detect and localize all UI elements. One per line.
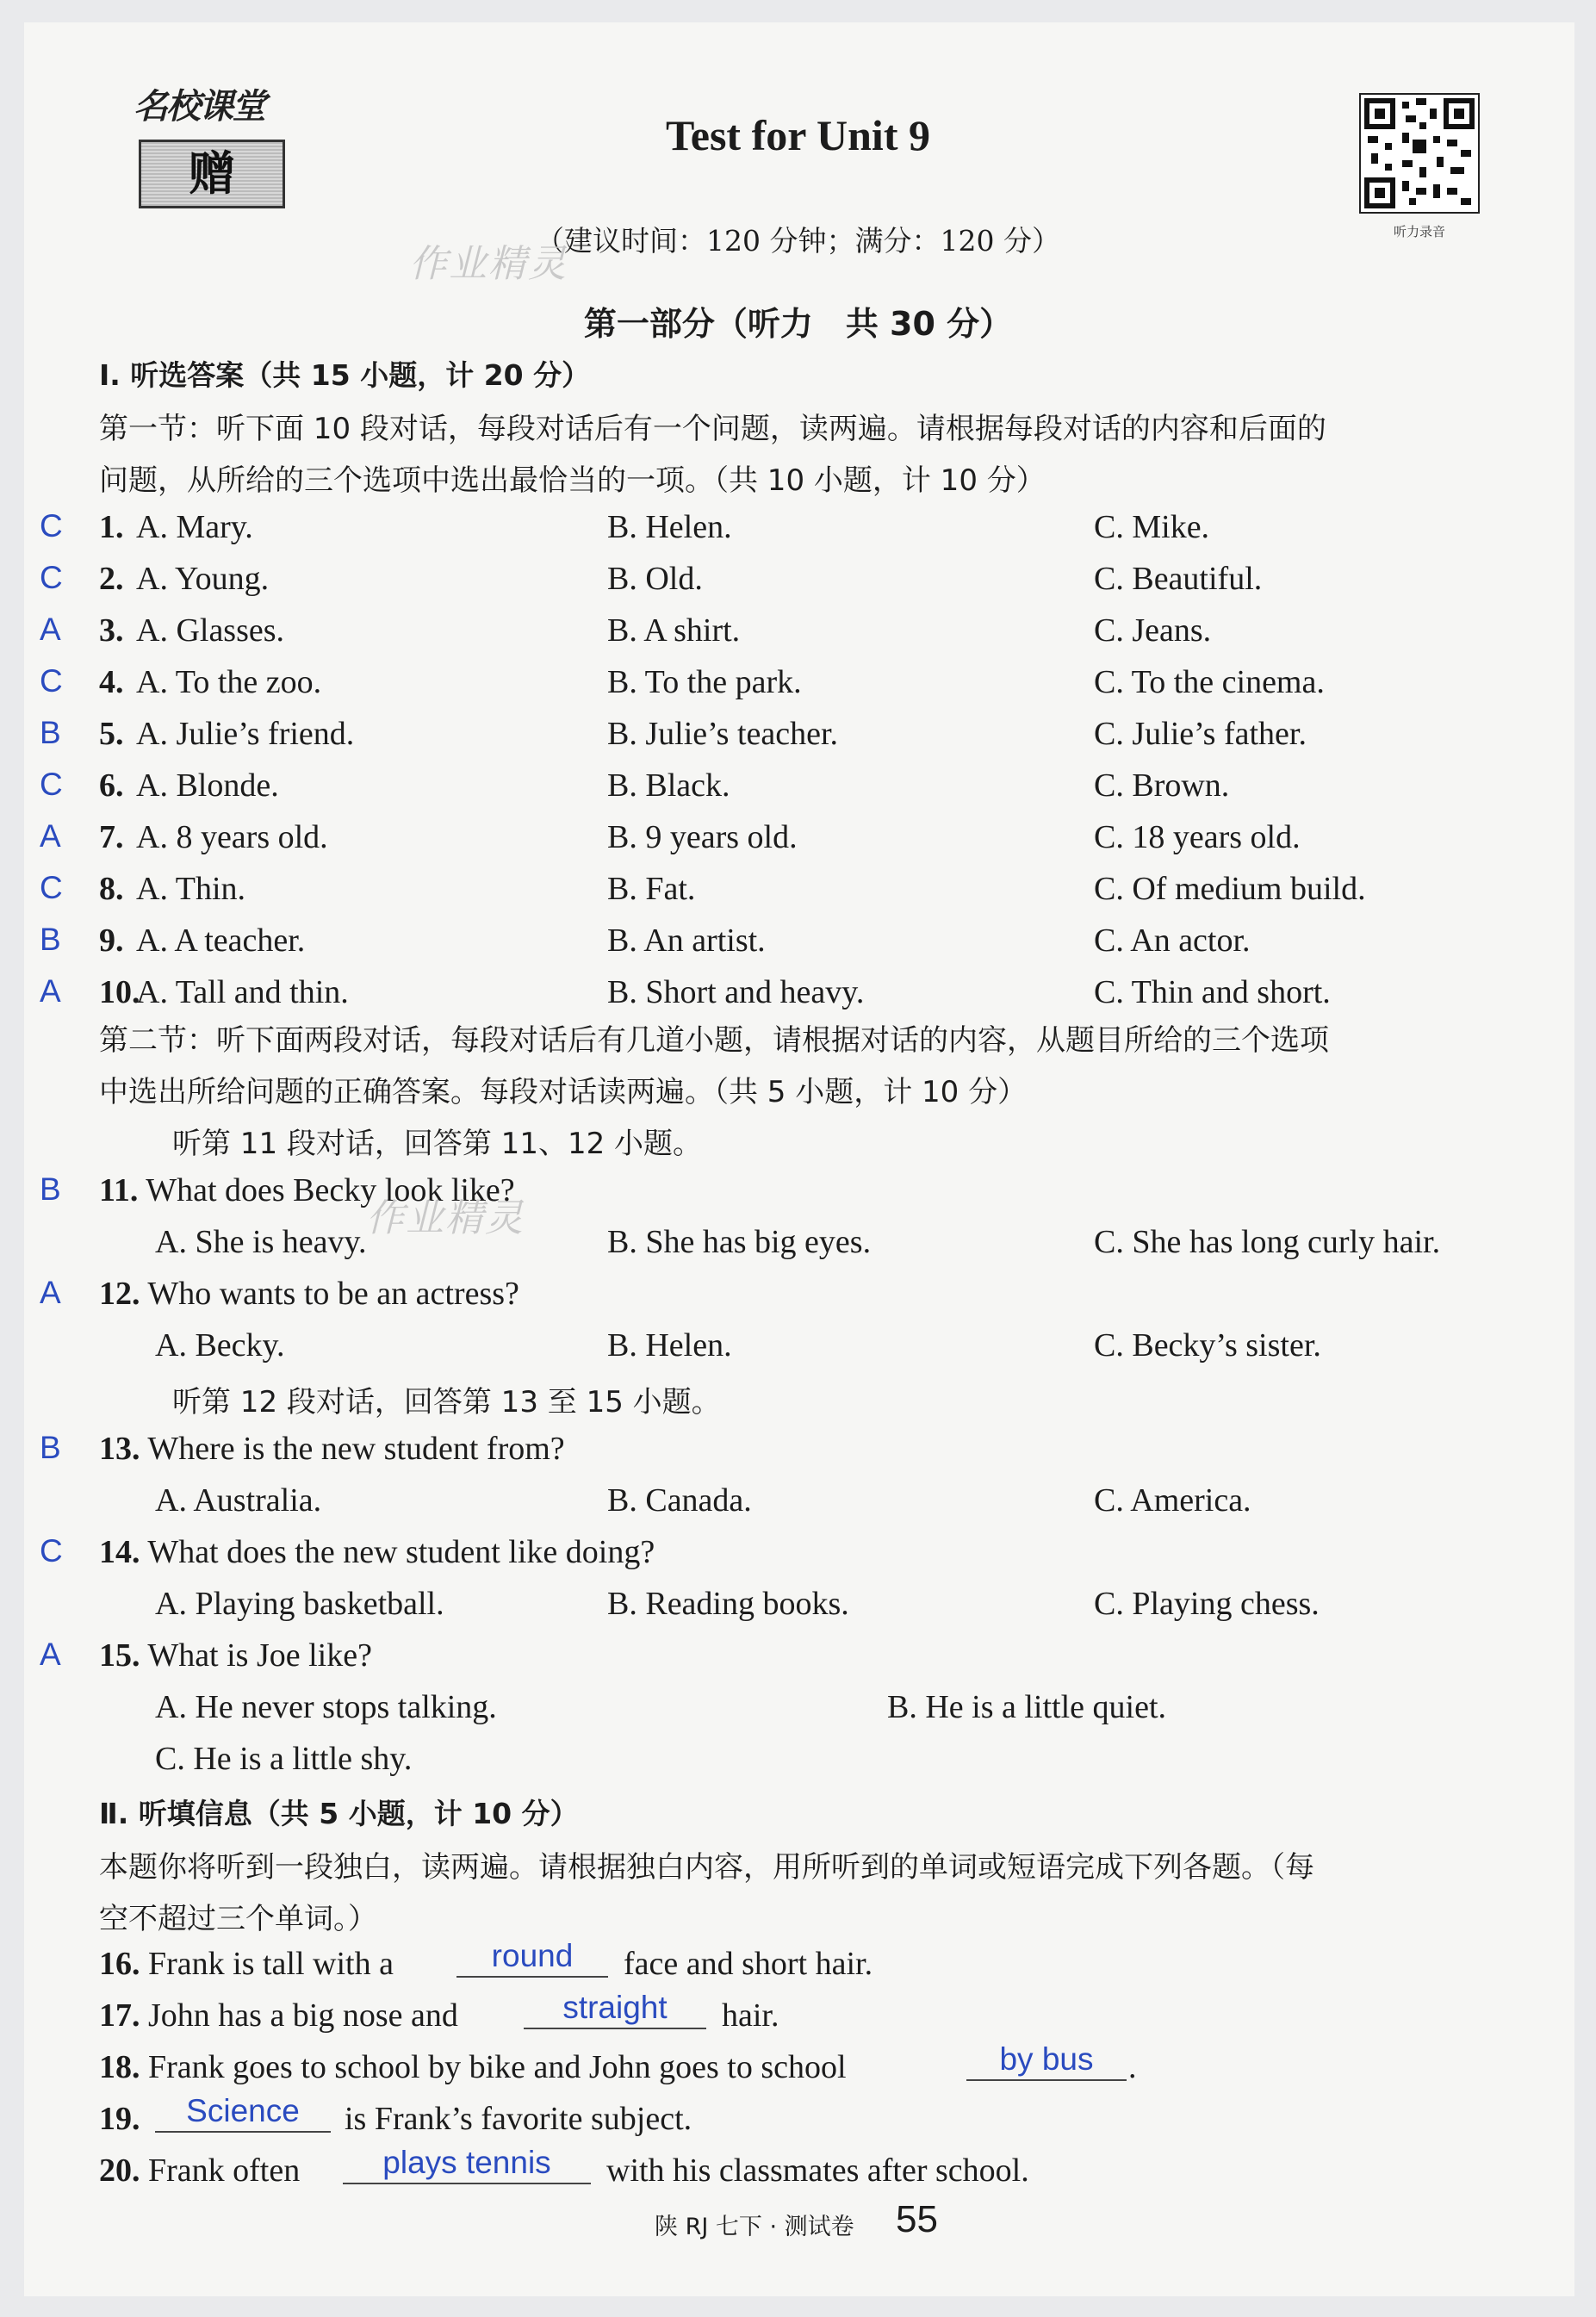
answer-mark: A: [40, 973, 61, 1009]
option-a[interactable]: A. Playing basketball.: [155, 1586, 444, 1622]
fill-question-18: 18. Frank goes to school by bike and John goes to school: [99, 2049, 847, 2085]
option-b[interactable]: B. Fat.: [607, 871, 696, 907]
section2-intro-line1: 本题你将听到一段独白，读两遍。请根据独白内容，用所听到的单词或短语完成下列各题。（每: [99, 1850, 1314, 1885]
answer-blank-17[interactable]: straight: [524, 1990, 706, 2029]
qr-caption: 听力录音: [1393, 224, 1445, 239]
answer-blank-18[interactable]: by bus: [966, 2041, 1127, 2081]
section1-part2-intro-line1: 第二节：听下面两段对话，每段对话后有几道小题，请根据对话的内容，从题目所给的三个选项: [99, 1023, 1329, 1058]
time-and-score-note: （建议时间：120 分钟；满分：120 分）: [536, 224, 1060, 258]
watermark-text: 作业精灵: [366, 1196, 525, 1240]
option-a[interactable]: A. Glasses.: [136, 612, 285, 649]
option-a[interactable]: A. Blonde.: [136, 767, 279, 804]
option-b[interactable]: B. Short and heavy.: [607, 974, 865, 1010]
answer-blank-19[interactable]: Science: [155, 2093, 331, 2133]
dialog-11-instruction: 听第 11 段对话，回答第 11、12 小题。: [172, 1127, 703, 1161]
section1-part2-intro-line2: 中选出所给问题的正确答案。每段对话读两遍。（共 5 小题，计 10 分）: [99, 1075, 1028, 1109]
watermark-text: 作业精灵: [409, 242, 568, 286]
option-c[interactable]: C. Playing chess.: [1094, 1586, 1320, 1622]
question-stem: 13. Where is the new student from?: [99, 1431, 565, 1467]
option-a[interactable]: A. Julie’s friend.: [136, 716, 355, 752]
question-number: 2.: [99, 561, 124, 597]
option-b[interactable]: B. She has big eyes.: [607, 1224, 872, 1260]
question-stem: 14. What does the new student like doing?: [99, 1534, 655, 1570]
option-c[interactable]: C. An actor.: [1094, 922, 1251, 959]
question-number: 3.: [99, 612, 124, 649]
option-b[interactable]: B. A shirt.: [607, 612, 741, 649]
option-c[interactable]: C. He is a little shy.: [155, 1741, 413, 1777]
option-b[interactable]: B. Black.: [607, 767, 730, 804]
option-b[interactable]: B. Julie’s teacher.: [607, 716, 839, 752]
answer-mark: C: [40, 560, 63, 595]
option-c[interactable]: C. 18 years old.: [1094, 819, 1301, 855]
option-a[interactable]: A. Thin.: [136, 871, 246, 907]
fill-question-16-end: face and short hair.: [624, 1946, 873, 1982]
option-c[interactable]: C. Thin and short.: [1094, 974, 1331, 1010]
fill-question-19: 19.: [99, 2101, 140, 2137]
answer-mark: C: [40, 870, 63, 905]
option-b[interactable]: B. Canada.: [607, 1482, 752, 1519]
fill-question-20: 20. Frank often: [99, 2152, 301, 2189]
option-b[interactable]: B. Helen.: [607, 1327, 732, 1363]
section2-intro-line2: 空不超过三个单词。）: [99, 1902, 377, 1936]
option-a[interactable]: A. Young.: [136, 561, 270, 597]
dialog-12-instruction: 听第 12 段对话，回答第 13 至 15 小题。: [172, 1385, 721, 1419]
option-c[interactable]: C. Mike.: [1094, 509, 1210, 545]
option-a[interactable]: A. Tall and thin.: [136, 974, 349, 1010]
logo-badge: 赠: [139, 140, 285, 208]
page-number: 55: [896, 2198, 938, 2240]
question-stem: 11. What does Becky look like?: [99, 1172, 515, 1208]
question-stem: 12. Who wants to be an actress?: [99, 1276, 519, 1312]
question-number: 7.: [99, 819, 124, 855]
option-a[interactable]: A. 8 years old.: [136, 819, 328, 855]
question-number: 8.: [99, 871, 124, 907]
question-number: 1.: [99, 509, 124, 545]
footer-label: 陕 RJ 七下 · 测试卷: [655, 2214, 854, 2240]
answer-mark: B: [40, 1430, 61, 1465]
answer-blank-16[interactable]: round: [456, 1938, 608, 1978]
option-c[interactable]: C. Of medium build.: [1094, 871, 1366, 907]
answer-mark: C: [40, 663, 63, 699]
answer-mark: B: [40, 1171, 61, 1207]
answer-mark: B: [40, 922, 61, 957]
answer-mark: C: [40, 508, 63, 544]
answer-mark: A: [40, 818, 61, 854]
question-number: 6.: [99, 767, 124, 804]
option-b[interactable]: B. An artist.: [607, 922, 766, 959]
option-c[interactable]: C. Beautiful.: [1094, 561, 1263, 597]
option-a[interactable]: A. Becky.: [155, 1327, 285, 1363]
answer-mark: C: [40, 1533, 63, 1568]
option-a[interactable]: A. He never stops talking.: [155, 1689, 497, 1725]
section1-intro-line2: 问题，从所给的三个选项中选出最恰当的一项。（共 10 小题，计 10 分）: [99, 463, 1046, 498]
page-title: Test for Unit 9: [666, 111, 930, 159]
part1-title: 第一部分（听力 共 30 分）: [583, 305, 1013, 343]
option-c[interactable]: C. America.: [1094, 1482, 1251, 1519]
qr-code-icon[interactable]: [1359, 93, 1480, 214]
fill-question-16: 16. Frank is tall with a: [99, 1946, 394, 1982]
answer-mark: A: [40, 1275, 61, 1310]
question-number: 5.: [99, 716, 124, 752]
section1-intro-line1: 第一节：听下面 10 段对话，每段对话后有一个问题，读两遍。请根据每段对话的内容和后面的: [99, 412, 1326, 446]
option-a[interactable]: A. To the zoo.: [136, 664, 322, 700]
fill-question-17: 17. John has a big nose and: [99, 1997, 458, 2034]
option-b[interactable]: B. 9 years old.: [607, 819, 798, 855]
option-b[interactable]: B. He is a little quiet.: [887, 1689, 1167, 1725]
answer-blank-20[interactable]: plays tennis: [343, 2145, 591, 2184]
option-c[interactable]: C. Jeans.: [1094, 612, 1212, 649]
question-number: 10.: [99, 974, 140, 1010]
answer-mark: B: [40, 715, 61, 750]
section2-heading: Ⅱ. 听填信息（共 5 小题，计 10 分）: [99, 1797, 579, 1830]
question-number: 9.: [99, 922, 124, 959]
option-c[interactable]: C. Julie’s father.: [1094, 716, 1307, 752]
question-stem: 15. What is Joe like?: [99, 1637, 372, 1674]
question-number: 4.: [99, 664, 124, 700]
option-c[interactable]: C. She has long curly hair.: [1094, 1224, 1441, 1260]
section1-heading: Ⅰ. 听选答案（共 15 小题，计 20 分）: [99, 358, 591, 392]
fill-question-20-end: with his classmates after school.: [606, 2152, 1029, 2189]
option-b[interactable]: B. To the park.: [607, 664, 802, 700]
option-a[interactable]: A. She is heavy.: [155, 1224, 367, 1260]
answer-mark: C: [40, 767, 63, 802]
option-c[interactable]: C. Becky’s sister.: [1094, 1327, 1321, 1363]
answer-mark: A: [40, 1637, 61, 1672]
fill-question-19-end: is Frank’s favorite subject.: [345, 2101, 692, 2137]
fill-question-17-end: hair.: [722, 1997, 779, 2034]
option-b[interactable]: B. Reading books.: [607, 1586, 849, 1622]
option-a[interactable]: A. Mary.: [136, 509, 253, 545]
option-c[interactable]: C. Brown.: [1094, 767, 1230, 804]
option-a[interactable]: A. A teacher.: [136, 922, 306, 959]
fill-question-18-end: .: [1128, 2049, 1137, 2085]
option-a[interactable]: A. Australia.: [155, 1482, 322, 1519]
option-c[interactable]: C. To the cinema.: [1094, 664, 1325, 700]
answer-mark: A: [40, 612, 61, 647]
logo-text: 名校课堂: [134, 87, 264, 127]
option-b[interactable]: B. Old.: [607, 561, 703, 597]
option-b[interactable]: B. Helen.: [607, 509, 732, 545]
